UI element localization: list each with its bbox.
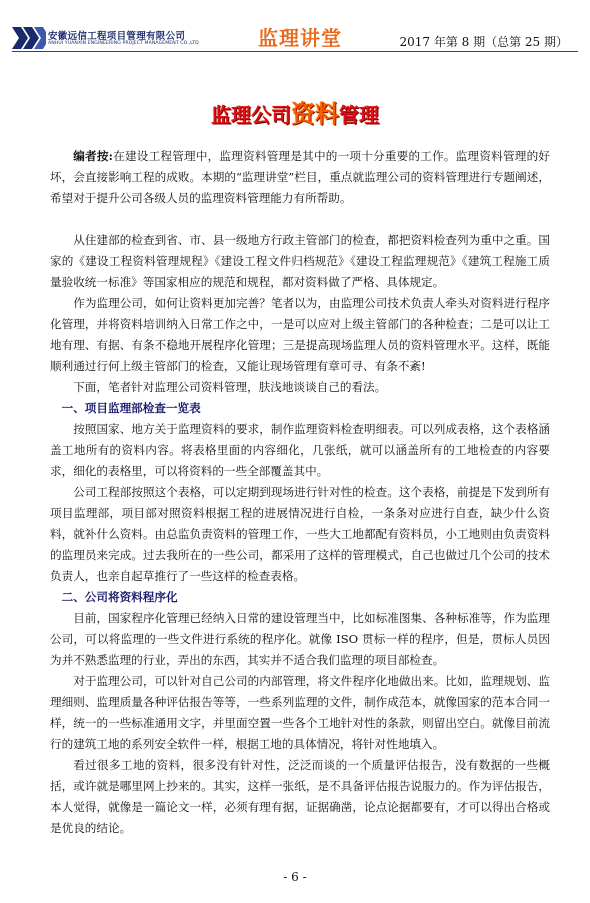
body-paragraph: 对于监理公司，可以针对自己公司的内部管理，将文件程序化地做出来。比如，监理规划、监理细则、监理质量各种评估报告等等，一些系列监理的文件，制作成范本，就像国家的范本合同一样，统一的一些标准通用文字，并里面空置一些各个工地针对性的条款，则留出空白。就像目前流行的建筑工地的系列安全软件一样，根据工地的具体情况，将针对性地填入。 [50, 674, 550, 751]
editor-label: 编者按: [73, 149, 113, 163]
body-paragraph: 看过很多工地的资料，很多没有针对性，泛泛而谈的一个质量评估报告，没有数据的一些概括，或许就是哪里网上抄来的。其实，这样一张纸，是不具备评估报告说服力的。作为评估报告，本人觉得，就像是一篇论文一样，必须有理有据，证据确凿，论点论据都要有，才可以得出合格或是优良的结论。 [50, 758, 550, 835]
body-paragraph: 公司工程部按照这个表格，可以定期到现场进行针对性的检查。这个表格，前提是下发到所有项目监理部，项目部对照资料根据工程的进展情况进行自检，一条条对应进行自查，缺少什么资料，就补什么资料。由总监负责资料的管理工作，一些大工地都配有资料员，小工地则由负责资料的监理员来完成。过去我所在的一些公司，都采用了这样的管理模式，自己也做过几个公司的技术负责人，也亲自起草推行了一些这样的检查表格。 [50, 485, 550, 583]
page-header [0, 0, 590, 52]
company-logo-icon [12, 27, 46, 49]
body-paragraph: 下面，笔者针对监理公司资料管理，肤浅地谈谈自己的看法。 [73, 380, 387, 394]
header-divider [12, 51, 578, 52]
company-name-en: ANHUI YUANXIN ENGINEERING PROJECT MANAGEMENT CO.,LTD [48, 41, 199, 46]
title-part2: 管理 [339, 103, 379, 127]
page-number: - 6 - [283, 870, 307, 884]
section-heading: 一、项目监理部检查一览表 [61, 401, 201, 415]
section-heading: 二、公司将资料程序化 [61, 590, 178, 604]
article-body [50, 146, 550, 839]
column-title: 监理讲堂 [258, 26, 342, 50]
issue-info: 2017 年第 8 期（总第 25 期） [399, 35, 568, 49]
editor-note [50, 146, 550, 209]
article-title [0, 94, 590, 129]
title-highlight: 资料 [291, 100, 339, 128]
body-paragraph: 目前，国家程序化管理已经纳入日常的建设管理当中，比如标准图集、各种标准等，作为监理公司，可以将监理的一些文件进行系统的程序化。就像 ISO 贯标一样的程序，但是，贯标人员因为并不熟悉监理的行业，弄出的东西，其实并不适合我们监理的项目部检查。 [50, 611, 550, 667]
editor-note-text: 在建设工程管理中，监理资料管理是其中的一项十分重要的工作。监理资料管理的好坏，会直接影响工程的成败。本期的“监理讲堂”栏目，重点就监理公司的资料管理进行专题阐述，希望对于提升公司各级人员的监理资料管理能力有所帮助。 [50, 149, 550, 205]
body-paragraph: 作为监理公司，如何让资料更加完善？笔者以为，由监理公司技术负责人牵头对资料进行程序化管理，并将资料培训纳入日常工作之中，一是可以应对上级主管部门的各种检查；二是可以让工地有理、有据、有条不稳地开展程序化管理；三是提高现场监理人员的资料管理水平。这样，既能顺利通过行何上级主管部门的检查，又能让现场管理有章可寻、有条不紊! [50, 296, 550, 373]
body-paragraph: 从住建部的检查到省、市、县一级地方行政主管部门的检查，都把资料检查列为重中之重。国家的《建设工程资料管理规程》《建设工程文件归档规范》《建设工程监理规范》《建筑工程施工质量验收统一标准》等国家相应的规范和规程，都对资料做了严格、具体规定。 [50, 233, 550, 289]
body-paragraph: 按照国家、地方关于监理资料的要求，制作监理资料检查明细表。可以列成表格，这个表格涵盖工地所有的资料内容。将表格里面的内容细化，几张纸，就可以涵盖所有的工地检查的内容要求，细化的表格里，可以将资料的一些全部覆盖其中。 [50, 422, 550, 478]
title-part1: 监理公司 [211, 103, 291, 127]
company-name: 安徽远信工程项目管理有限公司 [48, 31, 186, 42]
